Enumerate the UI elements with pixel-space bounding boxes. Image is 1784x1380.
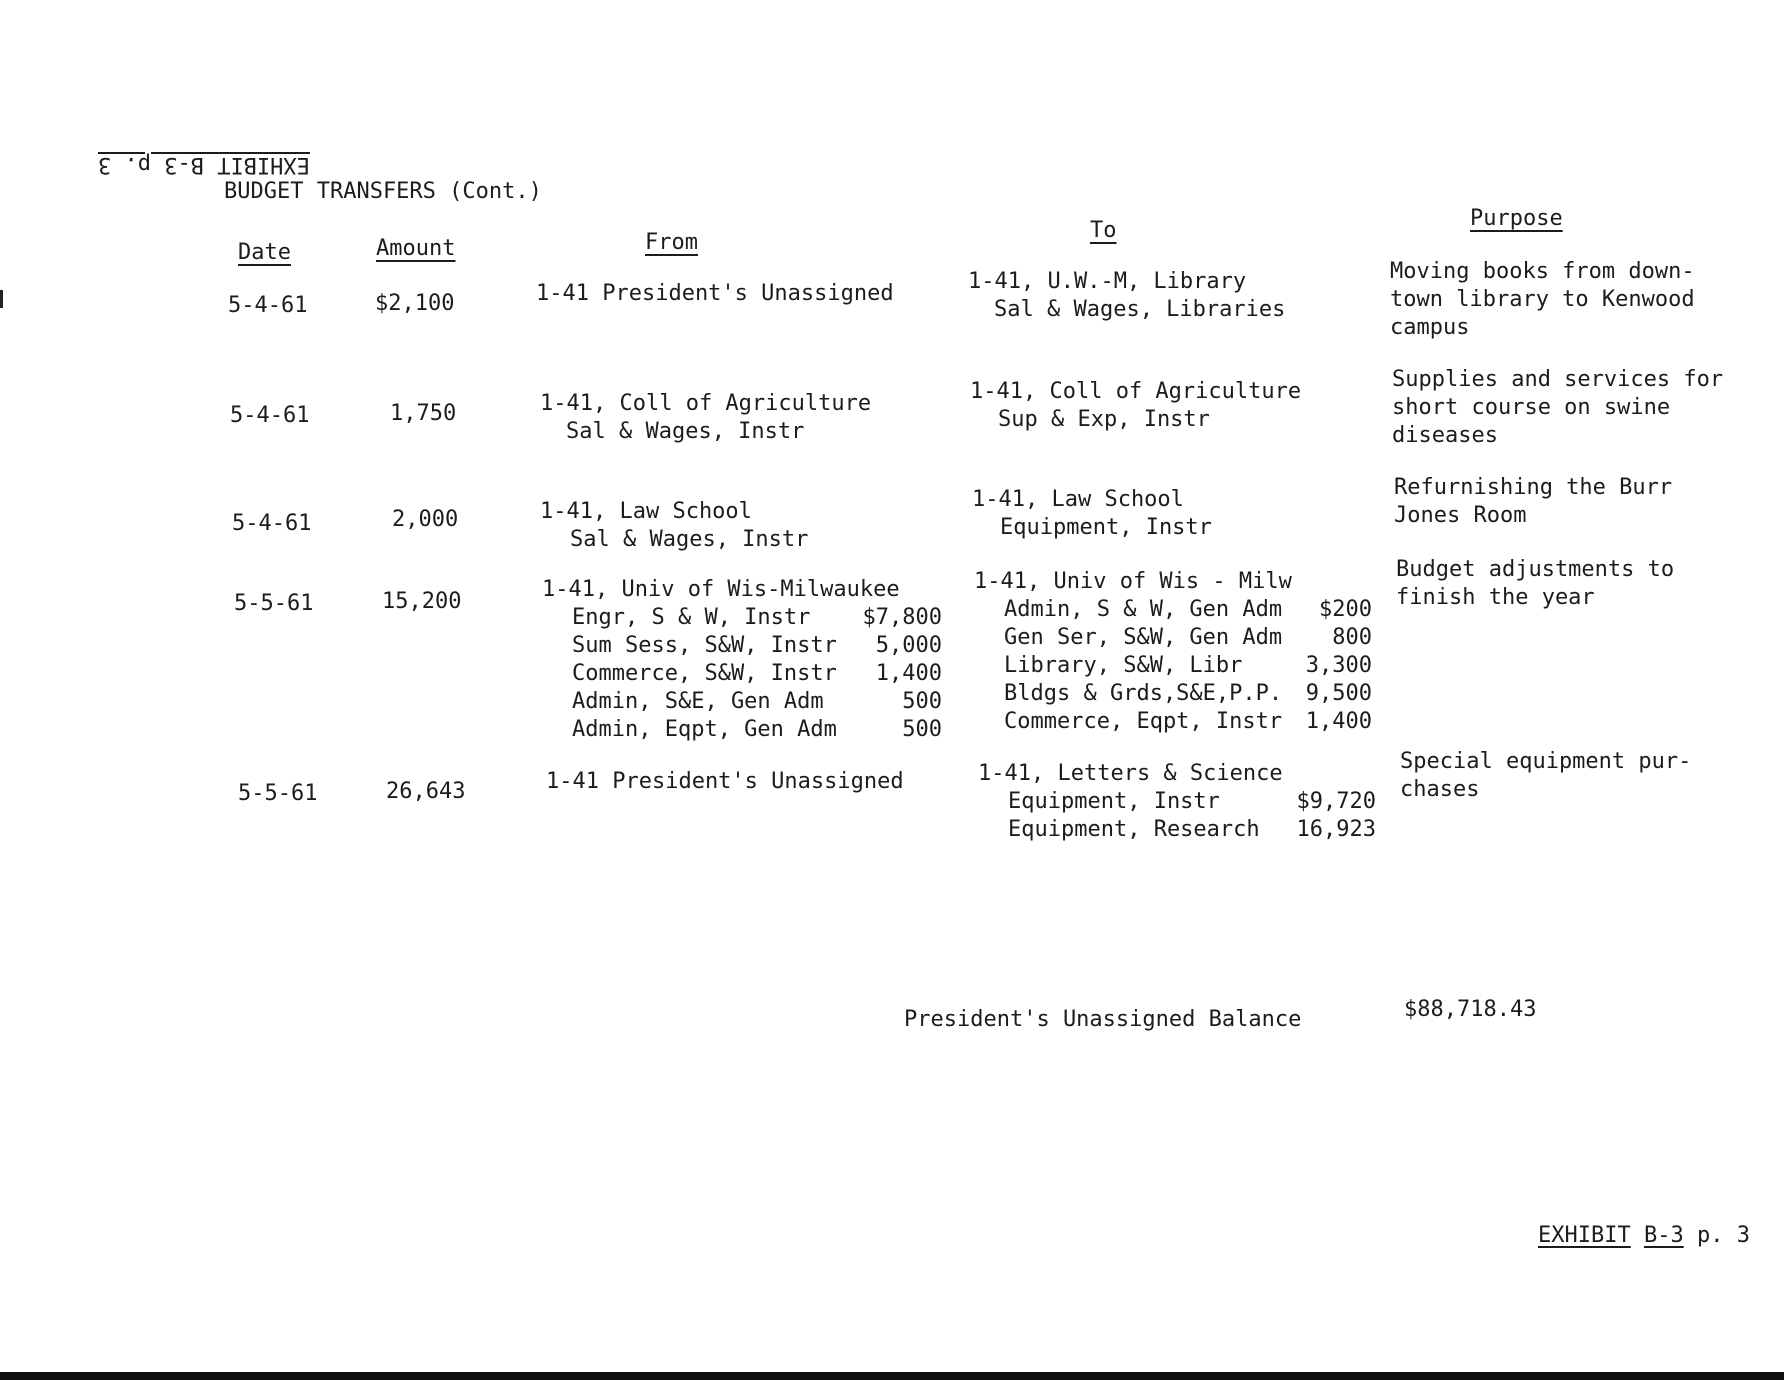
from-line-label: Engr, S & W, Instr — [572, 605, 811, 630]
row-purpose — [1396, 556, 1674, 612]
row-to — [974, 568, 1372, 736]
to-line-label: Bldgs & Grds,S&E,P.P. — [1004, 681, 1283, 706]
to-line-label: Commerce, Eqpt, Instr — [1004, 709, 1283, 734]
to-line-amount: 16,923 — [1296, 817, 1376, 842]
from-line-label: Admin, S&E, Gen Adm — [572, 689, 824, 714]
to-line-label: Equipment, Research — [1008, 817, 1260, 842]
to-line: 1-41, Coll of Agriculture — [970, 379, 1302, 404]
row-to — [978, 760, 1376, 844]
scan-bottom-edge — [0, 1372, 1784, 1380]
balance-label: President's Unassigned Balance — [904, 1007, 1302, 1032]
to-line-amount: 9,500 — [1305, 681, 1372, 706]
footer-page: p. 3 — [1696, 1223, 1750, 1248]
to-line — [974, 596, 1372, 624]
to-line-label: Admin, S & W, Gen Adm — [1004, 597, 1283, 622]
footer-exhibit: EXHIBIT — [1538, 1223, 1631, 1248]
row-amount: 26,643 — [386, 779, 466, 804]
row-from — [540, 390, 940, 446]
from-line: 1-41, Coll of Agriculture — [540, 391, 872, 416]
from-line: Sal & Wages, Instr — [570, 527, 809, 552]
scan-edge-mark — [0, 290, 3, 308]
purpose-line: short course on swine — [1392, 395, 1671, 420]
from-line: Sal & Wages, Instr — [566, 419, 805, 444]
row-date: 5-4-61 — [230, 403, 310, 428]
to-line: 1-41, U.W.-M, Library — [968, 269, 1247, 294]
row-date: 5-5-61 — [238, 781, 318, 806]
row-purpose — [1390, 258, 1695, 342]
to-line — [974, 652, 1372, 680]
to-line: 1-41, Letters & Science — [978, 761, 1283, 786]
purpose-line: Refurnishing the Burr — [1394, 475, 1673, 500]
row-purpose — [1400, 748, 1691, 804]
footer-exhibit-ref — [1538, 1222, 1750, 1250]
to-line — [974, 708, 1372, 736]
from-line — [542, 660, 942, 688]
row-to — [970, 378, 1390, 434]
from-line: 1-41 President's Unassigned — [546, 769, 904, 794]
to-line-label: Gen Ser, S&W, Gen Adm — [1004, 625, 1283, 650]
from-line — [542, 688, 942, 716]
to-line: Sup & Exp, Instr — [998, 407, 1210, 432]
purpose-line: town library to Kenwood — [1390, 287, 1695, 312]
from-line: 1-41, Law School — [540, 499, 752, 524]
from-line-amount: 500 — [902, 717, 942, 742]
purpose-line: Moving books from down- — [1390, 259, 1695, 284]
footer-ref: B-3 — [1643, 1223, 1684, 1248]
row-amount: 1,750 — [390, 401, 457, 426]
row-from — [536, 280, 936, 308]
to-line — [974, 624, 1372, 652]
from-line-amount: $7,800 — [862, 605, 942, 630]
row-purpose — [1394, 474, 1672, 530]
purpose-line: Supplies and services for — [1392, 367, 1724, 392]
header-amount: Amount — [376, 236, 456, 261]
from-line — [542, 632, 942, 660]
to-line: Sal & Wages, Libraries — [994, 297, 1286, 322]
from-line-amount: 1,400 — [875, 661, 942, 686]
header-date: Date — [238, 240, 291, 265]
to-line-label: Library, S&W, Libr — [1004, 653, 1243, 678]
header-from: From — [645, 230, 698, 255]
row-amount: 15,200 — [382, 589, 462, 614]
from-line-amount: 500 — [902, 689, 942, 714]
to-line-label: Equipment, Instr — [1008, 789, 1220, 814]
row-date: 5-4-61 — [232, 511, 312, 536]
row-from — [540, 498, 940, 554]
from-line-label: Commerce, S&W, Instr — [572, 661, 837, 686]
purpose-line: Budget adjustments to — [1396, 557, 1675, 582]
row-date: 5-5-61 — [234, 591, 314, 616]
header-to: To — [1090, 218, 1117, 243]
row-from — [546, 768, 966, 796]
header-purpose: Purpose — [1470, 206, 1563, 231]
to-line — [978, 788, 1376, 816]
from-line-label: Sum Sess, S&W, Instr — [572, 633, 837, 658]
purpose-line: chases — [1400, 777, 1480, 802]
to-line-amount: 1,400 — [1305, 709, 1372, 734]
from-line-label: Admin, Eqpt, Gen Adm — [572, 717, 837, 742]
from-line — [542, 716, 942, 744]
mirrored-exhibit-stamp — [98, 150, 310, 178]
to-line — [974, 680, 1372, 708]
purpose-line: Jones Room — [1394, 503, 1527, 528]
purpose-line: Special equipment pur- — [1400, 749, 1692, 774]
from-line-amount: 5,000 — [875, 633, 942, 658]
to-line-amount: 3,300 — [1305, 653, 1372, 678]
to-line: 1-41, Univ of Wis - Milw — [974, 569, 1292, 594]
row-amount: $2,100 — [375, 291, 455, 316]
to-line — [978, 816, 1376, 844]
to-line: 1-41, Law School — [972, 487, 1184, 512]
purpose-line: campus — [1390, 315, 1470, 340]
row-purpose — [1392, 366, 1723, 450]
to-line: Equipment, Instr — [1000, 515, 1212, 540]
to-line-amount: $9,720 — [1296, 789, 1376, 814]
purpose-line: diseases — [1392, 423, 1498, 448]
page-title: BUDGET TRANSFERS (Cont.) — [224, 179, 542, 204]
row-to — [972, 486, 1392, 542]
to-line-amount: 800 — [1332, 625, 1372, 650]
row-date: 5-4-61 — [228, 293, 308, 318]
row-to — [968, 268, 1388, 324]
from-line: 1-41 President's Unassigned — [536, 281, 894, 306]
balance-value: $88,718.43 — [1404, 997, 1537, 1022]
row-amount: 2,000 — [392, 507, 459, 532]
from-line: 1-41, Univ of Wis-Milwaukee — [542, 577, 900, 602]
from-line — [542, 604, 942, 632]
purpose-line: finish the year — [1396, 585, 1595, 610]
row-from — [542, 576, 942, 744]
mirrored-stamp-text: EXHIBIT B-3 p. 3 — [98, 152, 310, 177]
to-line-amount: $200 — [1319, 597, 1372, 622]
